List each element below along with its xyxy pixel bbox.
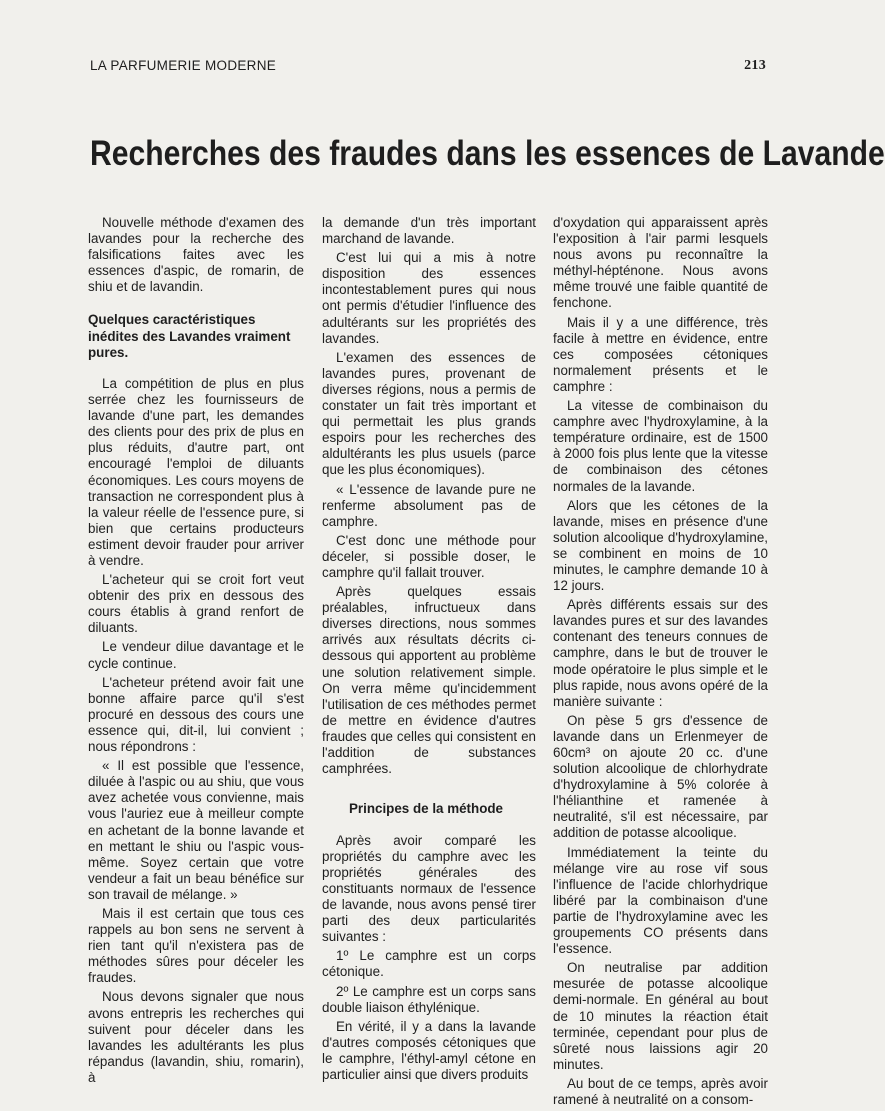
page-number: 213 [744, 58, 766, 73]
paragraph: Après avoir comparé les propriétés du camphre avec les propriétés générales des constituants normaux de l'essence de lavande, nous avons pensé tirer parti des deux particularités suivantes : [322, 832, 536, 945]
paragraph: L'acheteur prétend avoir fait une bonne affaire parce qu'il s'est procuré en dessous des cours une essence qui, dit-il, lui convient ; nous répondrons : [88, 674, 304, 755]
paragraph: d'oxydation qui apparaissent après l'exposition à l'air parmi lesquels nous avons pu reconnaître la méthyl-hépténone. Nous avons même trouvé une faible quantité de fenchone. [553, 215, 768, 311]
paragraph: La vitesse de combinaison du camphre avec l'hydroxylamine, à la température ordinaire, est de 1500 à 2000 fois plus lente que la vitesse de combinaison des cétones normales de la lavande. [553, 398, 768, 494]
paragraph: Après quelques essais préalables, infructueux dans diverses directions, nous sommes arrivés aux résultats décrits ci-dessous qui apportent au problème une solution relativement simple. On verra même qu'incidemment l'utilisation de ces méthodes permet de mettre en évidence d'autres fraudes que celles qui consistent en l'addition de substances camphrées. [322, 584, 536, 777]
paragraph: On neutralise par addition mesurée de potasse alcoolique demi-normale. En général au bout de 10 minutes la réaction était terminée, cependant pour plus de sûreté nous laissions agir 20 minutes. [553, 960, 768, 1072]
journal-name: LA PARFUMERIE MODERNE [90, 58, 277, 73]
paragraph: On pèse 5 grs d'essence de lavande dans un Erlenmeyer de 60cm³ on ajoute 20 cc. d'une solution alcoolique de chlorhydrate d'hydroxylamine à 5% colorée à l'hélianthine et ramenée à neutralité, s'il est nécessaire, par addition de potasse alcoolique. [553, 712, 768, 841]
column-3 [553, 215, 768, 1111]
paragraph: Alors que les cétones de la lavande, mises en présence d'une solution alcoolique d'hydroxylamine, se combinent en moins de 10 minutes, le camphre demande 10 à 12 jours. [553, 497, 768, 594]
paragraph: « Il est possible que l'essence, diluée à l'aspic ou au shiu, que vous avez achetée vous convienne, mais vous l'auriez eue à meilleur compte en achetant de la bonne lavande et en mettant le shiu ou l'aspic vous-même. Soyez certain que votre vendeur a fait un beau bénéfice sur son travail de mélange. » [88, 758, 304, 902]
section-heading-principles: Principes de la méthode [348, 801, 504, 817]
paragraph: En vérité, il y a dans la lavande d'autres composés cétoniques que le camphre, l'éthyl-amyl cétone en particulier ainsi que divers produits [322, 1018, 536, 1082]
paragraph: 1º Le camphre est un corps cétonique. [322, 948, 536, 980]
paragraph: Mais il y a une différence, très facile à mettre en évidence, entre ces composées cétoniques normalement présents et le camphre : [553, 314, 768, 394]
paragraph: Le vendeur dilue davantage et le cycle continue. [88, 639, 304, 671]
section-heading-characteristics: Quelques caractéristiques inédites des Lavandes vraiment pures. [88, 312, 291, 361]
paragraph: L'acheteur qui se croit fort veut obtenir des prix en dessous des cours établis à grand renfort de diluants. [88, 572, 304, 636]
paragraph: la demande d'un très important marchand de lavande. [322, 215, 536, 247]
paragraph: Au bout de ce temps, après avoir ramené à neutralité on a consom- [553, 1075, 768, 1107]
paragraph: C'est lui qui a mis à notre disposition des essences incontestablement pures qui nous ont permis d'étudier l'influence des adultérants sur les propriétés des lavandes. [322, 250, 536, 346]
paragraph: Nous devons signaler que nous avons entrepris les recherches qui suivent pour déceler dans les lavandes les adultérants les plus répandus (lavandin, shiu, romarin), à [88, 989, 304, 1085]
paragraph: La compétition de plus en plus serrée chez les fournisseurs de lavande d'une part, les demandes des clients pour des prix de plus en plus réduits, d'autre part, ont encouragé l'emploi de diluants économiques. Les cours moyens de transaction ne correspondent plus à la valeur réelle de l'essence pure, si bien que certains producteurs estiment devoir frauder pour arriver à vendre. [88, 375, 304, 568]
paragraph: Mais il est certain que tous ces rappels au bon sens ne servent à rien tant qu'il n'existera pas de méthodes sûres pour déceler les fraudes. [88, 905, 304, 986]
article-title: Recherches des fraudes dans les essences de Lavande [90, 134, 885, 173]
paragraph: Après différents essais sur des lavandes pures et sur des lavandes contenant des teneurs connues de camphre, dans le but de trouver le mode opératoire le plus simple et le plus rapide, nous avons opéré de la manière suivante : [553, 597, 768, 709]
paragraph: « L'essence de lavande pure ne renferme absolument pas de camphre. [322, 481, 536, 529]
paragraph: C'est donc une méthode pour déceler, si possible doser, le camphre qu'il fallait trouver. [322, 532, 536, 580]
paragraph: 2º Le camphre est un corps sans double liaison éthylénique. [322, 983, 536, 1015]
column-1 [88, 215, 304, 1089]
column-2 [322, 215, 536, 1086]
paragraph: Immédiatement la teinte du mélange vire au rose vif sous l'influence de l'acide chlorhydrique libéré par la combinaison d'une partie de l'hydroxylamine avec les groupements CO présents dans l'essence. [553, 844, 768, 957]
paragraph: L'examen des essences de lavandes pures, provenant de diverses régions, nous a permis de constater un fait très important et qui permettait les plus grands espoirs pour les recherches des aldultérants les plus usuels (parce que les plus économiques). [322, 349, 536, 478]
intro-paragraph: Nouvelle méthode d'examen des lavandes pour la recherche des falsifications faites avec les essences d'aspic, de romarin, de shiu et de lavandin. [88, 215, 304, 295]
